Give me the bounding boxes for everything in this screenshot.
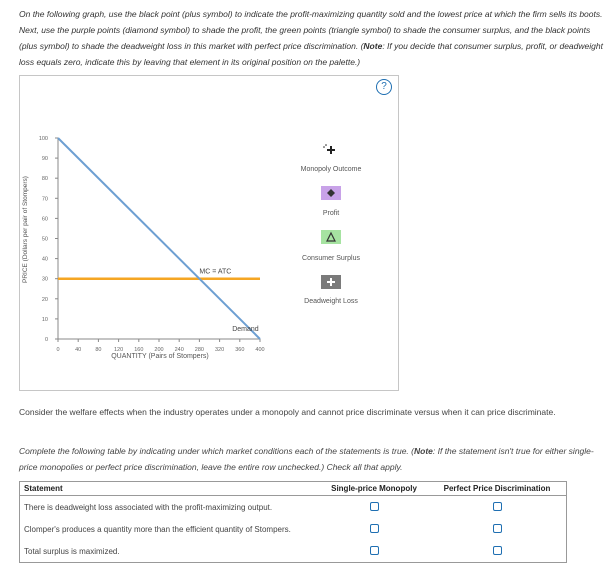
instructions-text: On the following graph, use the black point (plus symbol) to indicate the profit-maximizing quantity sold and the lowest price at which the firm sells its boots. Next, use the purple points (diamond symbol) to shade the profit, the green points (triangle symbol) to shade the consumer surplus, and the black points (plus symbol) to shade the deadweight loss in this market with perfect price discrimination. bbox=[19, 9, 603, 51]
y-tick-label: 60 bbox=[41, 216, 48, 223]
x-tick-label: 400 bbox=[255, 347, 265, 353]
consider-text: Consider the welfare effects when the industry operates under a monopoly and cannot price discriminate versus when it can price discriminate. bbox=[19, 407, 556, 417]
statement-text: Total surplus is maximized. bbox=[24, 546, 120, 556]
monopoly-outcome-label: Monopoly Outcome bbox=[300, 166, 362, 173]
checkbox-row2-monopoly[interactable] bbox=[370, 524, 379, 533]
x-tick-label: 320 bbox=[215, 347, 225, 353]
statement-text: Clomper's produces a quantity more than the efficient quantity of Stompers. bbox=[24, 524, 291, 534]
x-tick-label: 360 bbox=[235, 347, 245, 353]
y-tick-label: 90 bbox=[41, 156, 48, 163]
table-instructions bbox=[19, 443, 609, 475]
header-single-price-monopoly: Single-price Monopoly bbox=[320, 482, 428, 496]
checkbox-row1-monopoly[interactable] bbox=[370, 502, 379, 511]
complete-text-1: Complete the following table by indicating under which market conditions each of the statements is true. ( bbox=[19, 446, 414, 456]
checkbox-row2-discrimination[interactable] bbox=[493, 524, 502, 533]
table-row bbox=[20, 518, 567, 540]
header-statement: Statement bbox=[20, 482, 321, 496]
checkbox-row3-monopoly[interactable] bbox=[370, 546, 379, 555]
y-tick-label: 40 bbox=[41, 256, 48, 263]
y-ticks bbox=[39, 136, 58, 343]
checkbox-row3-discrimination[interactable] bbox=[493, 546, 502, 555]
y-tick-label: 0 bbox=[44, 337, 48, 343]
x-tick-label: 240 bbox=[174, 347, 184, 353]
table-row bbox=[20, 540, 567, 563]
x-tick-label: 0 bbox=[56, 347, 60, 353]
x-tick-label: 120 bbox=[114, 347, 124, 353]
deadweight-loss-label: Deadweight Loss bbox=[304, 298, 358, 305]
x-tick-label: 160 bbox=[134, 347, 144, 353]
y-tick-label: 10 bbox=[41, 316, 48, 323]
x-axis-label: QUANTITY (Pairs of Stompers) bbox=[111, 353, 209, 360]
consumer-surplus-label: Consumer Surplus bbox=[302, 255, 360, 262]
demand-label: Demand bbox=[232, 325, 259, 333]
y-tick-label: 20 bbox=[41, 296, 48, 303]
x-tick-label: 40 bbox=[75, 347, 82, 353]
x-tick-label: 80 bbox=[95, 347, 102, 353]
y-tick-label: 50 bbox=[41, 236, 48, 243]
instructions: On the following graph, use the black point (plus symbol) to indicate the profit-maximizing quantity sold and the lowest price at which the firm sells its boots. Next, use the purple points (diamond symbol) to shade the profit, the green points (triangle symbol) to shade the consumer surplus, and the black points (plus symbol) to shade the deadweight loss in this market with perfect price discrimination. (Note: If you decide that consumer surplus, profit, or deadweight loss equals zero, indicate this by leaving that element in its original position on the palette.) bbox=[19, 9, 603, 67]
table-header-row bbox=[20, 482, 567, 496]
checkbox-row1-discrimination[interactable] bbox=[493, 502, 502, 511]
monopoly-outcome-point[interactable] bbox=[323, 144, 335, 154]
y-tick-label: 80 bbox=[41, 176, 48, 183]
demand-curve bbox=[58, 138, 260, 339]
table-row bbox=[20, 496, 567, 519]
y-tick-label: 30 bbox=[41, 276, 48, 283]
x-tick-label: 280 bbox=[194, 347, 204, 353]
complete-note-label: Note bbox=[414, 446, 433, 456]
y-tick-label: 100 bbox=[38, 136, 48, 142]
header-perfect-price-discrimination: Perfect Price Discrimination bbox=[428, 482, 567, 496]
x-tick-label: 200 bbox=[154, 347, 164, 353]
profit-label: Profit bbox=[322, 210, 340, 217]
statement-table bbox=[19, 481, 567, 563]
y-tick-label: 70 bbox=[41, 196, 48, 203]
x-ticks bbox=[56, 339, 264, 353]
y-axis-label: PRICE (Dollars per pair of Stompers) bbox=[22, 176, 29, 284]
statement-text: There is deadweight loss associated with the profit-maximizing output. bbox=[24, 502, 273, 512]
complete-text-2: : If the statement isn't true for either single-price monopolies or perfect price discrimination, leave the entire row unchecked.) Check all that apply. bbox=[19, 446, 594, 472]
note-label: Note bbox=[363, 41, 383, 51]
help-icon[interactable]: ? bbox=[376, 79, 392, 95]
note-text: : If you decide that consumer surplus, profit, or deadweight loss equals zero, indicate this by leaving that element in its original position on the palette.) bbox=[19, 41, 603, 67]
mc-atc-label: MC = ATC bbox=[199, 268, 232, 276]
